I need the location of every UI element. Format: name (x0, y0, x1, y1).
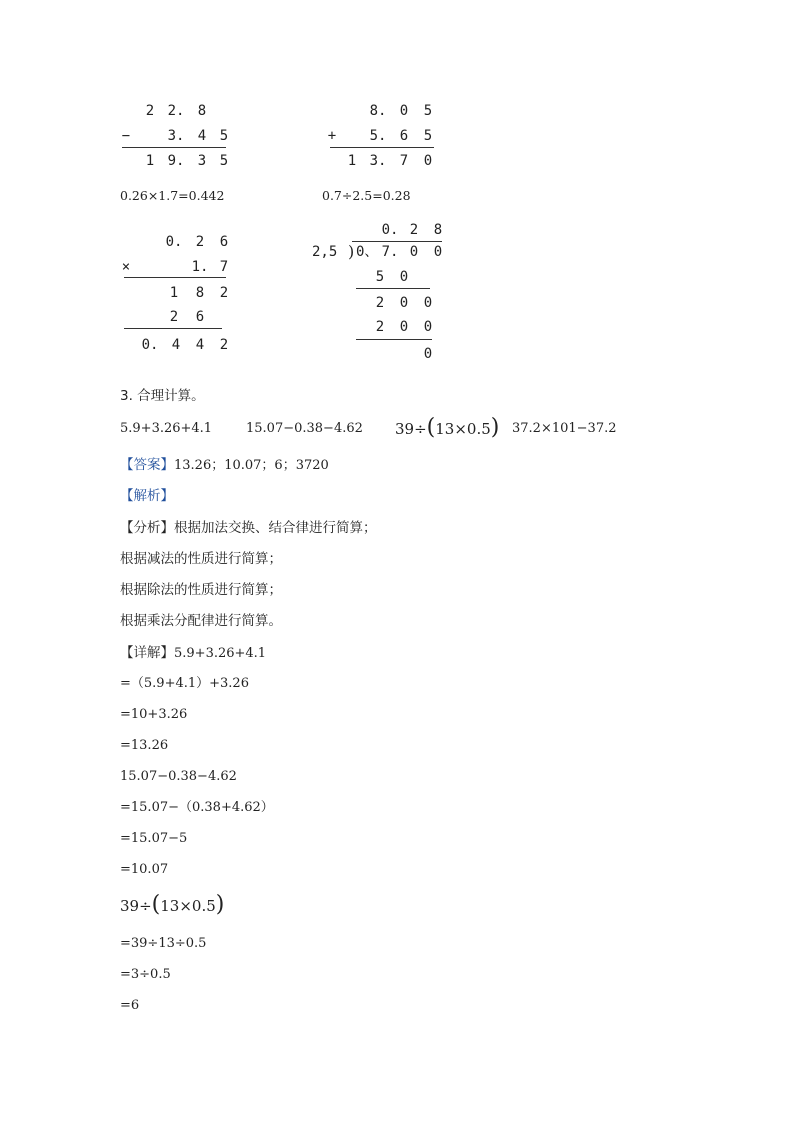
times-sign: × (121, 259, 131, 275)
digit: 2. (167, 103, 185, 119)
paren-right: ) (215, 892, 225, 917)
digit: 2 (375, 295, 385, 311)
digit: 2 (145, 103, 155, 119)
formula-part: 13×0.5 (435, 420, 491, 438)
digit: 0 (399, 319, 409, 335)
digit: 3. (369, 153, 387, 169)
digit: 0 (409, 244, 419, 260)
paren-right: ) (490, 415, 500, 440)
formula-part: 13×0.5 (160, 897, 216, 915)
step-line: 15.07−0.38−4.62 (120, 769, 237, 784)
digit: 2 (169, 309, 179, 325)
step-line: =10.07 (120, 862, 169, 877)
detail-first: 5.9+3.26+4.1 (174, 646, 267, 661)
digit: 6 (219, 234, 229, 250)
step-line: =15.07−（0.38+4.62） (120, 800, 274, 815)
problem: 37.2×101−37.2 (512, 421, 617, 436)
digit: 2 (375, 319, 385, 335)
division-bar (352, 241, 442, 242)
digit: 8. (369, 103, 387, 119)
digit: 3 (197, 153, 207, 169)
product-line (124, 328, 222, 329)
digit: 7. (381, 244, 399, 260)
digit: 8 (195, 285, 205, 301)
digit: 3. (167, 128, 185, 144)
paren-left: ( (426, 415, 436, 440)
analysis-line (120, 518, 377, 538)
step-line: =13.26 (120, 738, 169, 753)
digit: 9. (167, 153, 185, 169)
problem-formula (395, 415, 500, 440)
digit: 7 (219, 259, 229, 275)
digit: 0 (399, 295, 409, 311)
digit: 4 (197, 128, 207, 144)
digit: 2 (219, 337, 229, 353)
step-line: =15.07−5 (120, 831, 188, 846)
digit: 0 (423, 319, 433, 335)
problem: 5.9+3.26+4.1 (120, 421, 213, 436)
problem: 15.07−0.38−4.62 (246, 421, 363, 436)
digit: 1 (347, 153, 357, 169)
digit: 8 (433, 222, 443, 238)
digit: 8 (197, 103, 207, 119)
fenxi-label: 【分析】 (120, 520, 174, 536)
digit: 5 (219, 153, 229, 169)
equation-divide: 0.7÷2.5=0.28 (322, 188, 411, 203)
digit: 2 (219, 285, 229, 301)
digit: 0 (399, 269, 409, 285)
digit: 6 (399, 128, 409, 144)
formula-part: 39÷ (120, 897, 152, 915)
divisor: 2,5 (312, 244, 338, 260)
digit: 0 (423, 295, 433, 311)
division-line (356, 288, 430, 289)
equation-multiply: 0.26×1.7=0.442 (120, 188, 225, 203)
plus-sign: + (327, 128, 337, 144)
section-title: 3. 合理计算。 (120, 388, 205, 404)
division-bracket: ) (348, 242, 355, 261)
analysis-line: 根据乘法分配律进行简算。 (120, 613, 282, 629)
sum-line (330, 147, 434, 148)
digit: 0. (381, 222, 399, 238)
digit: 1 (145, 153, 155, 169)
digit: 1 (169, 285, 179, 301)
digit: 2 (195, 234, 205, 250)
product-line (124, 277, 226, 278)
digit: 5 (375, 269, 385, 285)
analysis-line: 根据减法的性质进行简算； (120, 551, 282, 567)
detail-label: 【详解】 (120, 645, 174, 661)
fenxi-text: 根据加法交换、结合律进行简算； (174, 520, 377, 536)
digit: 0. (165, 234, 183, 250)
digit: 4 (195, 337, 205, 353)
digit: 5 (423, 128, 433, 144)
digit: 5 (219, 128, 229, 144)
paren-left: ( (151, 892, 161, 917)
analysis-line: 根据除法的性质进行简算； (120, 582, 282, 598)
digit: 0 (433, 244, 443, 260)
step-line: =（5.9+4.1）+3.26 (120, 676, 249, 691)
digit: 0 (423, 153, 433, 169)
division-line (356, 339, 432, 340)
detail-line (120, 643, 266, 664)
analysis-label: 【解析】 (120, 488, 174, 504)
step-line: =3÷0.5 (120, 967, 171, 982)
digit: 0. (141, 337, 159, 353)
formula-line (120, 892, 225, 917)
minus-sign: − (121, 128, 131, 144)
step-line: =10+3.26 (120, 707, 188, 722)
answer-line (120, 455, 329, 476)
digit: 1. (191, 259, 209, 275)
digit: 2 (409, 222, 419, 238)
sum-line (122, 147, 226, 148)
digit: 7 (399, 153, 409, 169)
step-line: =6 (120, 998, 140, 1013)
answer-label: 【答案】 (120, 457, 174, 473)
digit: 0 (423, 346, 433, 362)
digit: 0、 (356, 244, 379, 260)
digit: 5 (423, 103, 433, 119)
digit: 6 (195, 309, 205, 325)
formula-part: 39÷ (395, 420, 427, 438)
digit: 4 (171, 337, 181, 353)
answer-text: 13.26；10.07；6；3720 (174, 458, 329, 473)
digit: 0 (399, 103, 409, 119)
digit: 5. (369, 128, 387, 144)
step-line: =39÷13÷0.5 (120, 936, 207, 951)
